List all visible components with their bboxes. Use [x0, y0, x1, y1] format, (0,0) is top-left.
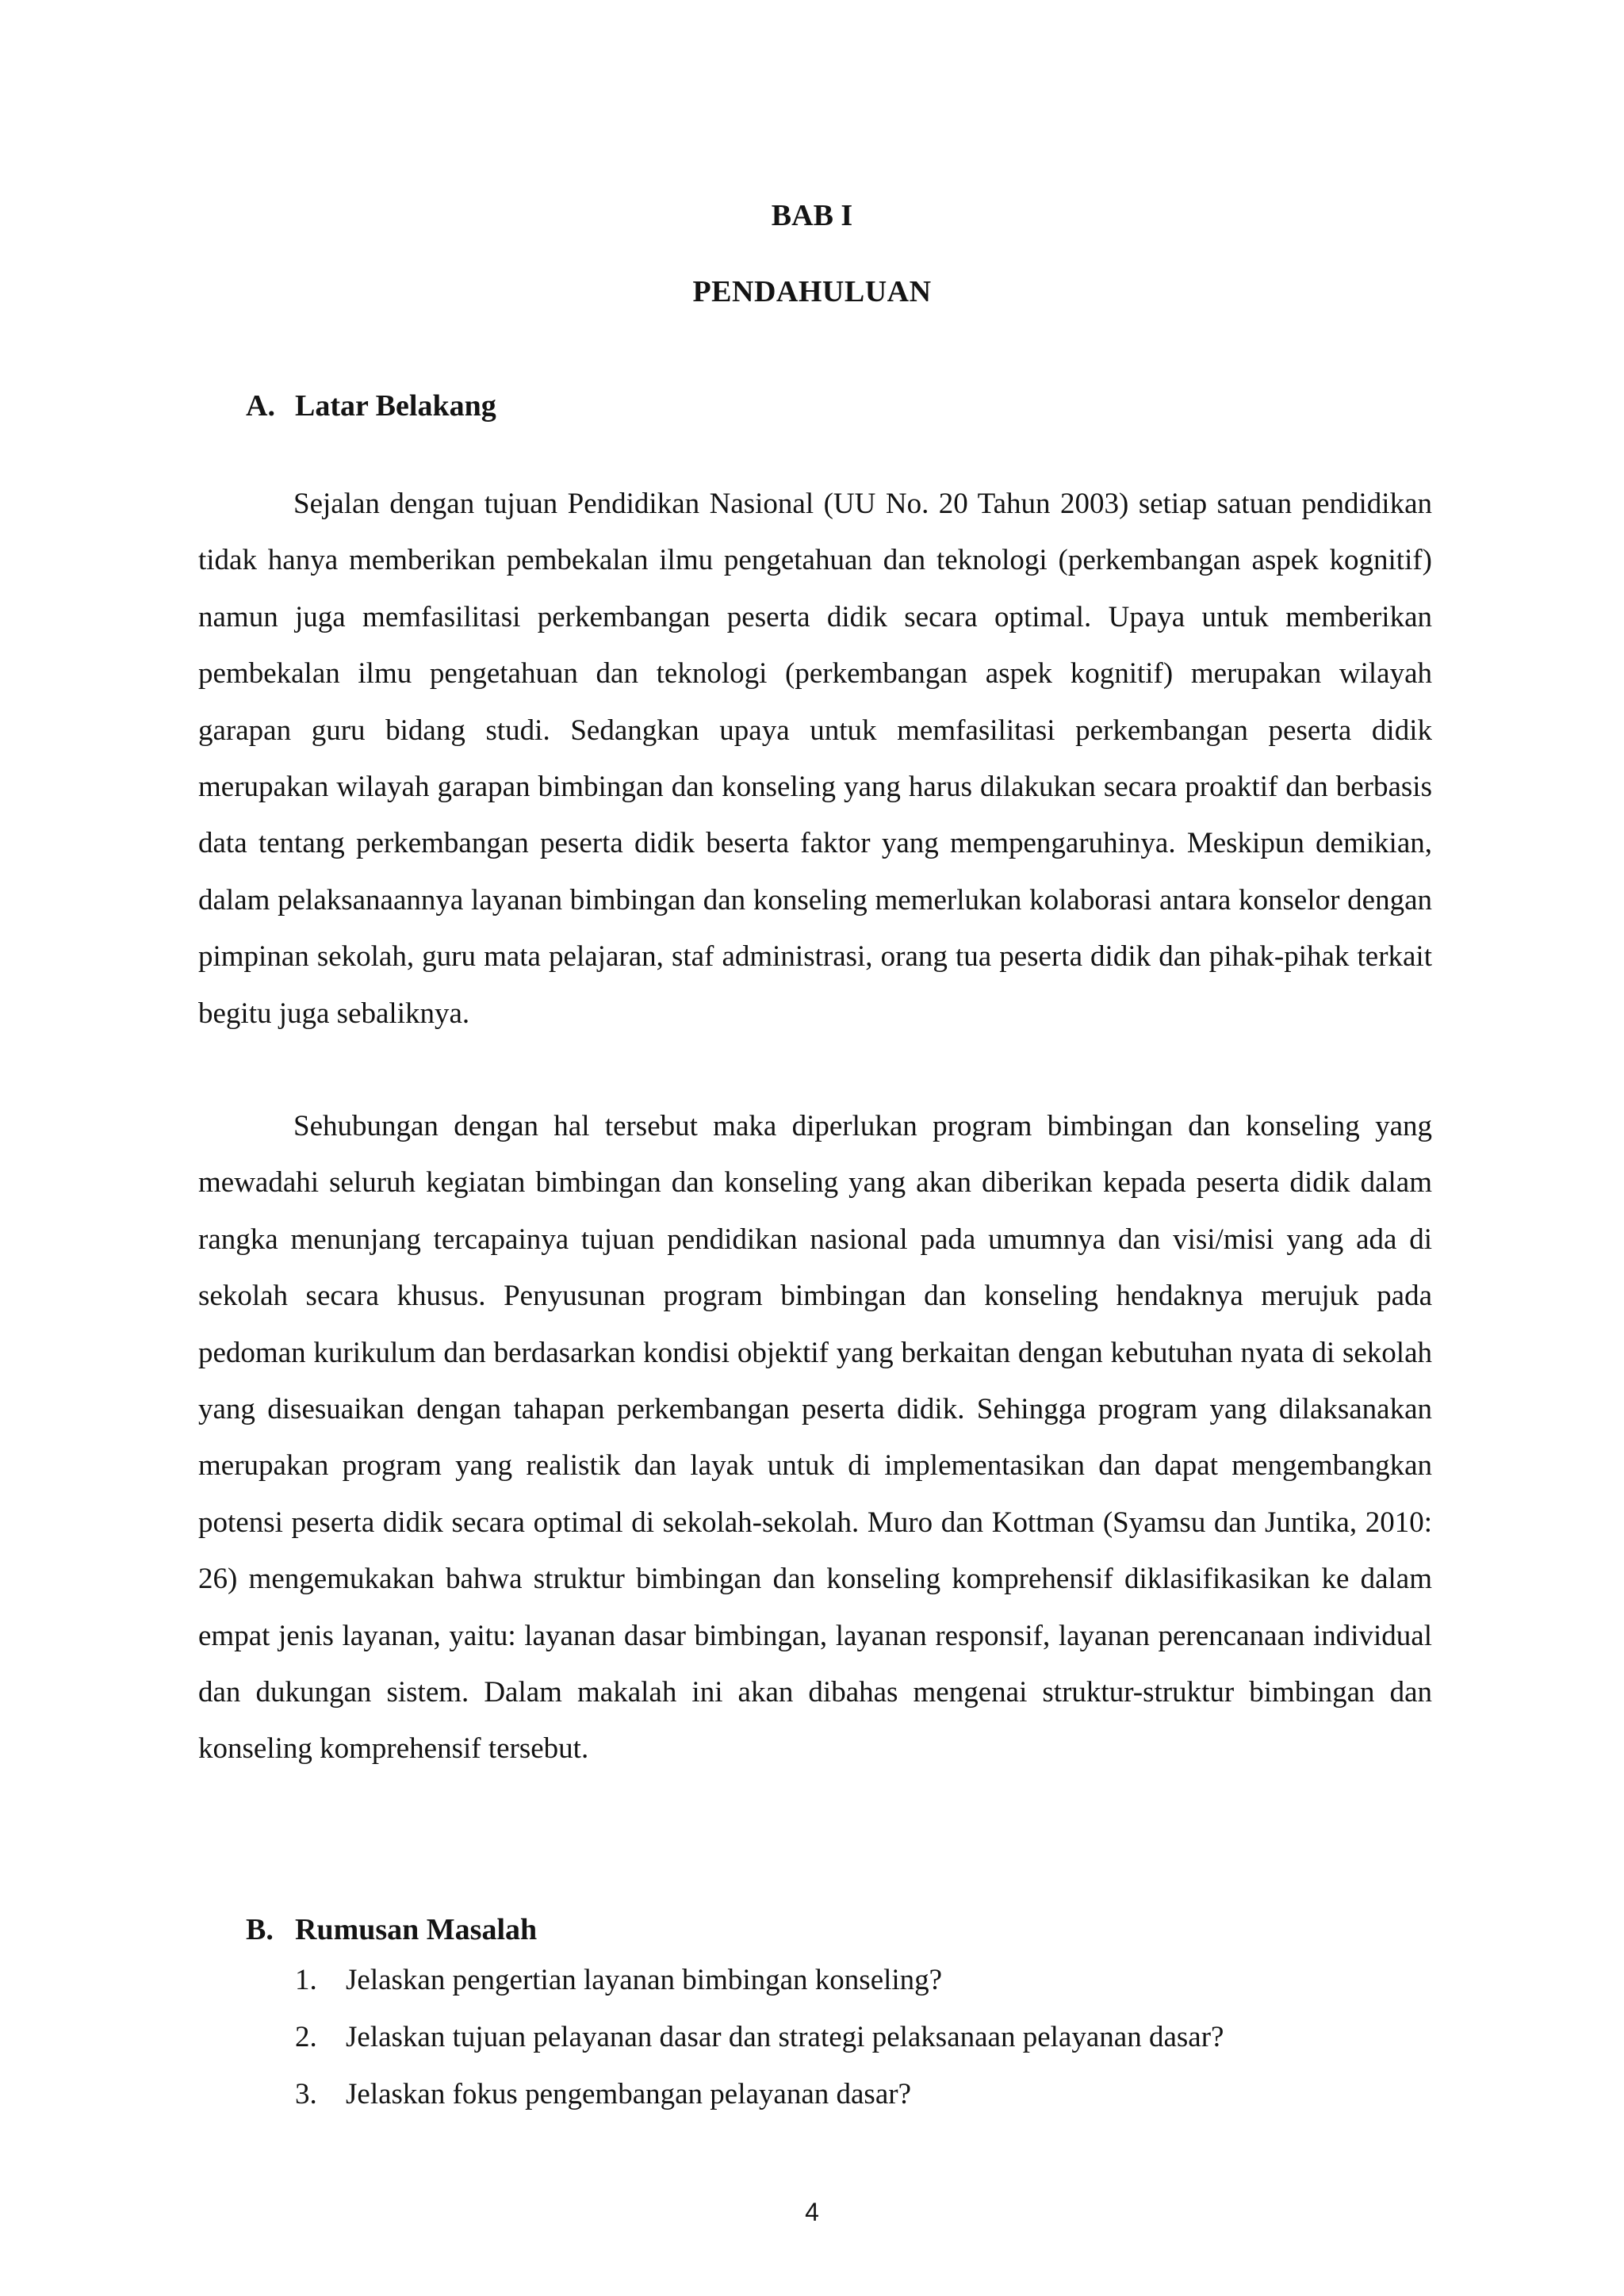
section-a-marker: A. — [246, 389, 275, 423]
list-item-number: 2. — [295, 2021, 317, 2053]
list-item — [295, 2009, 1453, 2066]
list-item-number: 1. — [295, 1964, 317, 1996]
list-item — [295, 1952, 1453, 2009]
section-b-title: Rumusan Masalah — [295, 1913, 538, 1946]
list-item-text: Jelaskan pengertian layanan bimbingan konseling? — [346, 1964, 943, 1996]
chapter-number: BAB I — [771, 199, 853, 232]
list-item-text: Jelaskan fokus pengembangan pelayanan dasar? — [346, 2078, 911, 2110]
body-paragraph: Sejalan dengan tujuan Pendidikan Nasional (UU No. 20 Tahun 2003) setiap satuan pendidikan tidak hanya memberikan pembekalan ilmu pengetahuan dan teknologi (perkembangan aspek kognitif) namun juga memfasilitasi perkembangan peserta didik secara optimal. Upaya untuk memberikan pembekalan ilmu pengetahuan dan teknologi (perkembangan aspek kognitif) merupakan wilayah garapan guru bidang studi. Sedangkan upaya untuk memfasilitasi perkembangan peserta didik merupakan wilayah garapan bimbingan dan konseling yang harus dilakukan secara proaktif dan berbasis data tentang perkembangan peserta didik beserta faktor yang mempengaruhinya. Meskipun demikian, dalam pelaksanaannya layanan bimbingan dan konseling memerlukan kolaborasi antara konselor dengan pimpinan sekolah, guru mata pelajaran, staf administrasi, orang tua peserta didik dan pihak-pihak terkait begitu juga sebaliknya. — [198, 488, 1432, 1030]
list-item — [295, 2066, 1453, 2123]
list-item-number: 3. — [295, 2078, 317, 2110]
body-paragraph: Sehubungan dengan hal tersebut maka diperlukan program bimbingan dan konseling yang mewadahi seluruh kegiatan bimbingan dan konseling yang akan diberikan kepada peserta didik dalam rangka menunjang tercapainya tujuan pendidikan nasional pada umumnya dan visi/misi yang ada di sekolah secara khusus. Penyusunan program bimbingan dan konseling hendaknya merujuk pada pedoman kurikulum dan berdasarkan kondisi objektif yang berkaitan dengan kebutuhan nyata di sekolah yang disesuaikan dengan tahapan perkembangan peserta didik. Sehingga program yang dilaksanakan merupakan program yang realistik dan layak untuk di implementasikan dan dapat mengembangkan potensi peserta didik secara optimal di sekolah-sekolah. Muro dan Kottman (Syamsu dan Juntika, 2010: 26) mengemukakan bahwa struktur bimbingan dan konseling komprehensif diklasifikasikan ke dalam empat jenis layanan, yaitu: layanan dasar bimbingan, layanan responsif, layanan perencanaan individual dan dukungan sistem. Dalam makalah ini akan dibahas mengenai struktur-struktur bimbingan dan konseling komprehensif tersebut. — [198, 1110, 1432, 1766]
section-a-title: Latar Belakang — [295, 389, 496, 423]
problem-list — [295, 1952, 1453, 2123]
chapter-title: PENDAHULUAN — [692, 275, 932, 308]
section-a-heading — [246, 388, 496, 423]
page-number: 4 — [805, 2198, 819, 2226]
section-b-heading — [246, 1912, 537, 1947]
section-b-marker: B. — [246, 1913, 274, 1946]
list-item-text: Jelaskan tujuan pelayanan dasar dan strategi pelaksanaan pelayanan dasar? — [346, 2021, 1224, 2053]
